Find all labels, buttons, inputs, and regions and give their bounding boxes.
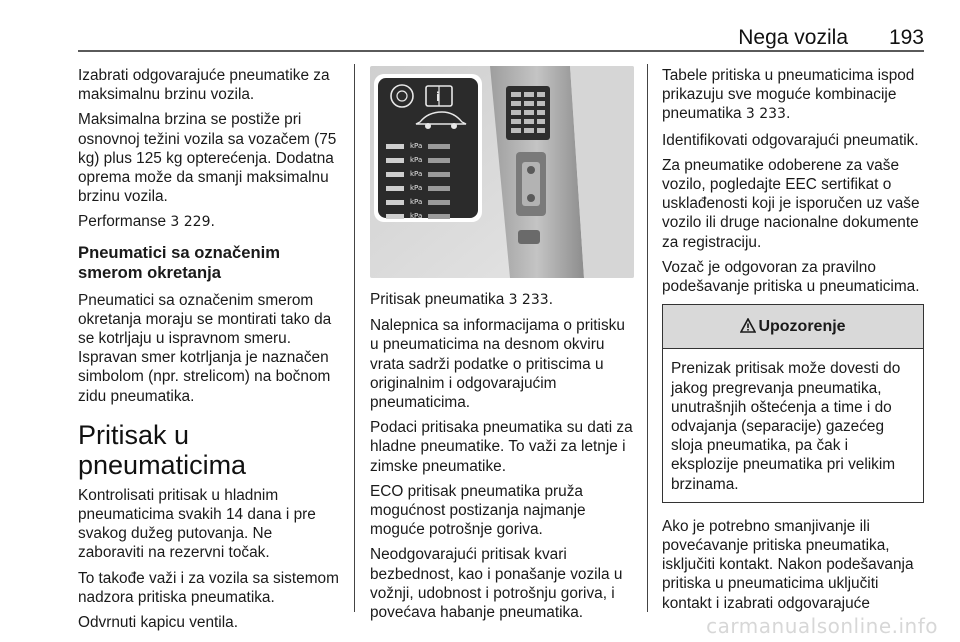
- paragraph: Nalepnica sa informacijama o pritisku u pneumaticima na desnom okviru vrata sadrži podatke o pritiscima u originalnim i odgovarajućim pneumaticima.: [370, 317, 625, 412]
- watermark: carmanualsonline.info: [706, 614, 938, 638]
- tyre-size-mark: [386, 200, 404, 205]
- paragraph: Vozač je odgovoran za pravilno podešavanje pritiska u pneumaticima.: [662, 258, 920, 296]
- paragraph-text: Tabele pritiska u pneumaticima ispod prikazuju sve moguće kombinacije pneumatika: [662, 67, 915, 123]
- warning-body: Prenizak pritisak može dovesti do jakog pregrevanja pneumatika, unutrašnjih oštećenja a time i do odvajanja (separacije) gazećeg sloja pneumatika, pa čak i eksplozije pneumatika pri velikim brzinama.: [671, 360, 901, 493]
- unit-label: kPa: [410, 170, 423, 178]
- paragraph: [78, 212, 340, 232]
- tyre-size-mark: [386, 186, 404, 191]
- column-1: [78, 66, 340, 638]
- pressure-value-mark: [428, 158, 450, 163]
- pressure-value-mark: [428, 200, 450, 205]
- paragraph: Kontrolisati pritisak u hladnim pneumaticima svakih 14 dana i pre svakog dužeg putovanja. Ne zaboraviti na rezervni točak.: [78, 486, 316, 562]
- subheading: Pneumatici sa označenim smerom okretanja: [78, 242, 280, 282]
- page-number: 193: [888, 26, 924, 49]
- paragraph: Pneumatici sa označenim smerom okretanja moraju se montirati tako da se kotrljaju u ispravnom smeru. Ispravan smer kotrljanja je naznačen simbolom (npr. strelicom) na bočnom zidu pneumatika.: [78, 291, 332, 405]
- paragraph: Odvrnuti kapicu ventila.: [78, 614, 238, 632]
- tyre-size-mark: [386, 214, 404, 219]
- paragraph: [662, 66, 926, 125]
- label-row: [386, 210, 474, 222]
- section-title: Nega vozila: [738, 26, 848, 49]
- figure-caption: [370, 290, 634, 310]
- pressure-value-mark: [428, 144, 450, 149]
- header-rule: [78, 50, 924, 52]
- unit-label: kPa: [410, 156, 423, 164]
- column-divider-2: [647, 64, 648, 612]
- page-reference-link[interactable]: 3 233.: [508, 292, 554, 308]
- paragraph-text: Performanse: [78, 213, 171, 231]
- label-row: [386, 140, 474, 152]
- pressure-value-mark: [428, 172, 450, 177]
- label-pressure-rows: [386, 140, 474, 222]
- page-reference-link[interactable]: 3 229.: [170, 214, 215, 231]
- paragraph: Identifikovati odgovarajući pneumatik.: [662, 131, 919, 149]
- page-header: [0, 26, 924, 50]
- column-divider-1: [354, 64, 355, 612]
- warning-box: [662, 304, 924, 503]
- paragraph: To takođe važi i za vozila sa sistemom nadzora pritiska pneumatika.: [78, 569, 339, 606]
- pressure-value-mark: [428, 186, 450, 191]
- tire-pressure-label-figure: [370, 66, 634, 278]
- tyre-size-mark: [386, 172, 404, 177]
- paragraph: Ako je potrebno smanjivanje ili povećavanje pritiska pneumatika, isključiti kontakt. Nakon podešavanja pritiska u pneumaticima uključiti kontakt i izabrati odgovarajuće: [662, 517, 914, 612]
- page-reference-link[interactable]: 3 233.: [745, 106, 791, 123]
- paragraph: Neodgovarajući pritisak kvari bezbednost, kao i ponašanje vozila u vožnji, udobnost i potrošnju goriva, i povećava habanje pneumatika.: [370, 546, 623, 622]
- label-row: [386, 168, 474, 180]
- tyre-size-mark: [386, 158, 404, 163]
- warning-triangle-icon: [740, 318, 756, 338]
- paragraph: Maksimalna brzina se postiže pri osnovnoj težini vozila sa vozačem (75 kg) plus 125 kg opterećenja. Dodatna oprema može da smanji maksimalnu brzinu vozila.: [78, 111, 337, 206]
- paragraph: Za pneumatike odoberene za vaše vozilo, pogledajte EEC sertifikat o usklađenosti koji je isporučen uz vaše vozilo ili druge nacionalne dokumente za registraciju.: [662, 156, 920, 251]
- label-row: [386, 154, 474, 166]
- label-row: [386, 196, 474, 208]
- svg-text:i: i: [436, 90, 441, 104]
- unit-label: kPa: [410, 142, 423, 150]
- unit-label: kPa: [410, 198, 423, 206]
- paragraph: Izabrati odgovarajuće pneumatike za maksimalnu brzinu vozila.: [78, 67, 330, 104]
- pressure-value-mark: [428, 214, 450, 219]
- column-2: [370, 290, 634, 628]
- paragraph: ECO pritisak pneumatika pruža mogućnost postizanja najmanje moguće potrošnje goriva.: [370, 482, 586, 539]
- warning-title: Upozorenje: [758, 318, 846, 336]
- caption-text: Pritisak pneumatika: [370, 291, 509, 308]
- column-3: [662, 66, 926, 619]
- paragraph: Podaci pritisaka pneumatika su dati za hladne pneumatike. To važi za letnje i zimske pneumatike.: [370, 419, 633, 475]
- tyre-size-mark: [386, 144, 404, 149]
- section-heading: Pritisak u pneumaticima: [78, 419, 247, 480]
- warning-header: [663, 305, 923, 349]
- unit-label: kPa: [410, 184, 423, 192]
- unit-label: kPa: [410, 212, 423, 220]
- label-row: [386, 182, 474, 194]
